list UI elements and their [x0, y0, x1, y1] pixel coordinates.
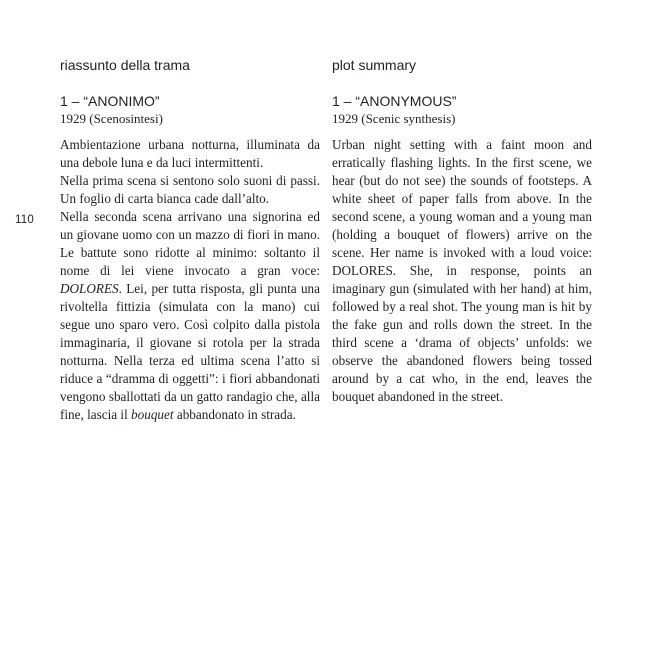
text-segment: . Lei, per tutta risposta, gli punta una rivoltella fittizia (simulata con la mano) cui segue uno sparo vero. Così colpito dalla pistola immaginaria, il giovane si rotola per la strada notturna. Nella terza ed ultima scena l’atto si riduce a “dramma di oggetti”: i fiori abbandonati vengono sballottati da un gatto randagio che, alla fine, lascia il: [60, 281, 320, 422]
play-title-english: 1 – “ANONYMOUS”: [332, 93, 457, 109]
emphasis-dolores: DOLORES: [60, 281, 119, 296]
play-subtitle-english: 1929 (Scenic synthesis): [332, 111, 456, 126]
paragraph-summary: Urban night setting with a faint moon and erratically flashing lights. In the first scene, we hear (but do not see) the sounds of footsteps. A white sheet of paper falls from above. In the second scene, a young woman and a young man (holding a bouquet of flowers) arrive on the scene. Her name is invoked with a loud voice: DOLORES. She, in response, points an imaginary gun (simulated with her hand) at him, followed by a real shot. The young man is hit by the fake gun and rolls down the street. In the third scene a ‘drama of objects’ unfolds: we observe the abandoned flowers being tossed around by a cat who, in the end, leaves the bouquet abandoned in the street.: [332, 137, 592, 404]
text-segment: Nella seconda scena arrivano una signorina ed un giovane uomo con un mazzo di fiori in mano. Le battute sono ridotte al minimo: soltanto il nome di lei viene invocato a gran voce:: [60, 209, 320, 278]
page-number: 110: [15, 214, 34, 226]
play-title-italian: 1 – “ANONIMO”: [60, 93, 160, 109]
paragraph-second-third-scene: [60, 208, 320, 424]
summary-text-english: [332, 136, 592, 406]
paragraph-setting: Ambientazione urbana notturna, illuminata da una debole luna e da luci intermittenti.: [60, 137, 320, 170]
english-column: [332, 56, 592, 406]
section-heading-italian: riassunto della trama: [60, 57, 190, 73]
summary-text-italian: [60, 136, 320, 424]
section-heading-english: plot summary: [332, 57, 417, 73]
emphasis-bouquet: bouquet: [131, 407, 174, 422]
text-segment: abbandonato in strada.: [173, 407, 296, 422]
play-subtitle-italian: 1929 (Scenosintesi): [60, 111, 163, 126]
paragraph-first-scene: Nella prima scena si sentono solo suoni di passi. Un foglio di carta bianca cade dall’alto.: [60, 173, 320, 206]
italian-column: [60, 56, 320, 424]
